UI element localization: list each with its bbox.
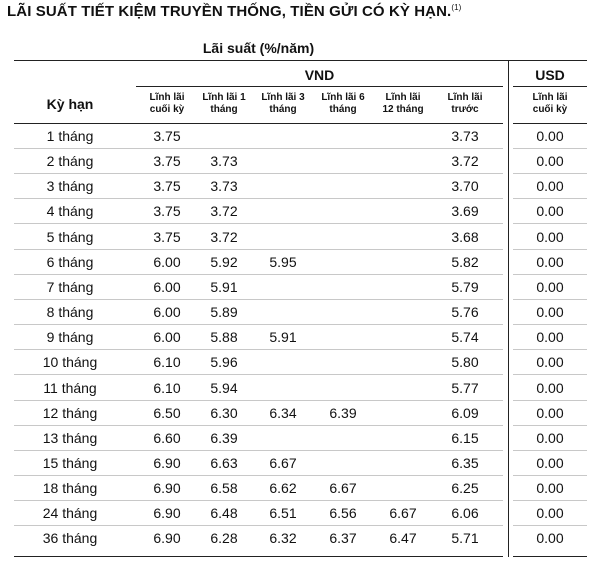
term-cell: 24 tháng (42, 505, 98, 522)
table-row (0, 174, 599, 199)
vnd-header-divider (136, 86, 503, 87)
rate-cell-payout-1m: 3.73 (210, 153, 238, 170)
column-header-payout-prepaid: Lĩnh lãi trước (447, 92, 483, 115)
header-divider-top (14, 60, 587, 61)
table-bottom-border-usd (513, 556, 587, 557)
rate-cell-payout-6m (313, 300, 373, 325)
rate-cell-payout-6m: 6.56 (329, 505, 357, 522)
table-row (0, 376, 599, 401)
rate-cell-payout-3m: 6.67 (269, 454, 297, 471)
table-row (0, 300, 599, 325)
term-cell: 8 tháng (46, 304, 94, 321)
term-cell: 3 tháng (46, 178, 94, 195)
rate-cell-usd-payout-end: 0.00 (536, 379, 564, 396)
rate-cell-payout-6m (313, 350, 373, 375)
rate-cell-usd-payout-end: 0.00 (536, 480, 564, 497)
rate-cell-payout-end: 6.90 (153, 454, 181, 471)
rate-cell-payout-prepaid: 5.80 (451, 354, 479, 371)
rate-cell-payout-end: 6.00 (153, 253, 181, 270)
rate-cell-payout-12m (373, 376, 433, 401)
rate-cell-payout-6m (313, 325, 373, 350)
rate-cell-payout-prepaid: 5.77 (451, 379, 479, 396)
rate-cell-payout-6m (313, 376, 373, 401)
rate-cell-payout-6m (313, 451, 373, 476)
rate-cell-payout-prepaid: 5.71 (451, 530, 479, 547)
rate-cell-payout-12m (373, 325, 433, 350)
usd-header-divider (513, 86, 587, 87)
rate-cell-payout-1m: 5.96 (210, 354, 238, 371)
rate-cell-payout-3m: 5.91 (269, 329, 297, 346)
column-header-payout-6m: Lĩnh lãi 6 tháng (321, 92, 365, 115)
table-row (0, 526, 599, 551)
term-cell: 9 tháng (46, 329, 94, 346)
rate-cell-payout-12m (373, 124, 433, 149)
rate-cell-payout-12m: 6.47 (389, 530, 417, 547)
rate-cell-payout-6m (313, 426, 373, 451)
column-header-payout-end: Lĩnh lãi cuối kỳ (149, 92, 185, 115)
page-title (7, 3, 461, 20)
rate-cell-payout-1m: 6.58 (210, 480, 238, 497)
rate-cell-payout-1m: 3.73 (210, 178, 238, 195)
rate-cell-payout-end: 6.00 (153, 278, 181, 295)
rate-cell-payout-3m: 6.51 (269, 505, 297, 522)
rate-cell-payout-prepaid: 6.25 (451, 480, 479, 497)
rate-cell-payout-3m (253, 149, 313, 174)
rate-cell-payout-12m (373, 451, 433, 476)
term-cell: 5 tháng (46, 228, 94, 245)
rate-cell-payout-1m: 5.92 (210, 253, 238, 270)
rate-cell-usd-payout-end: 0.00 (536, 429, 564, 446)
table-row (0, 225, 599, 250)
table-row (0, 451, 599, 476)
rate-cell-payout-12m (373, 275, 433, 300)
rate-cell-payout-1m: 5.89 (210, 304, 238, 321)
rate-cell-payout-6m (313, 149, 373, 174)
rate-cell-payout-end: 3.75 (153, 153, 181, 170)
rate-cell-payout-12m (373, 199, 433, 224)
table-row (0, 325, 599, 350)
rate-cell-payout-end: 3.75 (153, 178, 181, 195)
table-bottom-border-vnd (14, 556, 503, 557)
rate-cell-payout-prepaid: 5.79 (451, 278, 479, 295)
vnd-header: VND (304, 67, 335, 83)
rate-cell-payout-1m: 6.28 (210, 530, 238, 547)
rate-cell-usd-payout-end: 0.00 (536, 304, 564, 321)
title-footnote-mark: (1) (451, 3, 462, 12)
rate-cell-payout-12m: 6.67 (389, 505, 417, 522)
term-cell: 12 tháng (42, 404, 98, 421)
rate-cell-usd-payout-end: 0.00 (536, 505, 564, 522)
rate-cell-payout-6m (313, 199, 373, 224)
rate-cell-payout-3m (253, 350, 313, 375)
term-cell: 6 tháng (46, 253, 94, 270)
rate-cell-payout-prepaid: 6.35 (451, 454, 479, 471)
rate-cell-payout-12m (373, 401, 433, 426)
rate-cell-payout-3m (253, 376, 313, 401)
rate-cell-payout-3m (253, 300, 313, 325)
rate-cell-payout-prepaid: 3.72 (451, 153, 479, 170)
rate-cell-payout-end: 3.75 (153, 128, 181, 144)
rate-cell-payout-3m: 6.32 (269, 530, 297, 547)
rate-cell-payout-1m: 3.72 (210, 203, 238, 220)
rate-cell-payout-6m: 6.37 (329, 530, 357, 547)
rate-cell-usd-payout-end: 0.00 (536, 329, 564, 346)
rate-cell-payout-prepaid: 3.70 (451, 178, 479, 195)
rate-cell-payout-6m (313, 124, 373, 149)
rate-cell-payout-prepaid: 3.68 (451, 228, 479, 245)
rate-cell-payout-1m: 5.88 (210, 329, 238, 346)
rate-cell-payout-6m (313, 225, 373, 250)
rate-cell-payout-1m: 5.94 (210, 379, 238, 396)
rate-cell-payout-1m: 6.48 (210, 505, 238, 522)
term-cell: 13 tháng (42, 429, 98, 446)
table-row (0, 401, 599, 426)
title-text: LÃI SUẤT TIẾT KIỆM TRUYỀN THỐNG, TIỀN GỬI CÓ KỲ HẠN. (7, 3, 452, 20)
term-cell: 7 tháng (46, 278, 94, 295)
rate-cell-usd-payout-end: 0.00 (536, 178, 564, 195)
rate-cell-payout-12m (373, 149, 433, 174)
rate-cell-payout-prepaid: 3.73 (451, 128, 479, 144)
rate-cell-payout-prepaid: 5.82 (451, 253, 479, 270)
rate-cell-payout-3m (253, 174, 313, 199)
column-header-payout-3m: Lĩnh lãi 3 tháng (261, 92, 305, 115)
rate-cell-payout-end: 3.75 (153, 228, 181, 245)
rate-cell-payout-3m (253, 199, 313, 224)
term-cell: 2 tháng (46, 153, 94, 170)
table-row (0, 275, 599, 300)
table-row (0, 426, 599, 451)
rate-cell-payout-3m (253, 225, 313, 250)
rate-cell-usd-payout-end: 0.00 (536, 354, 564, 371)
rate-cell-payout-1m: 6.63 (210, 454, 238, 471)
rate-cell-payout-end: 3.75 (153, 203, 181, 220)
rate-cell-payout-end: 6.90 (153, 530, 181, 547)
rate-cell-payout-1m: 3.72 (210, 228, 238, 245)
rate-cell-payout-12m (373, 476, 433, 501)
rate-cell-payout-prepaid: 5.74 (451, 329, 479, 346)
table-row (0, 501, 599, 526)
rate-cell-payout-3m: 5.95 (269, 253, 297, 270)
rate-cell-payout-6m: 6.67 (329, 480, 357, 497)
rate-header: Lãi suất (%/năm) (202, 40, 315, 56)
table-row (0, 250, 599, 275)
rate-cell-payout-1m: 5.91 (210, 278, 238, 295)
rate-cell-payout-end: 6.50 (153, 404, 181, 421)
column-header-payout-1m: Lĩnh lãi 1 tháng (202, 92, 246, 115)
rate-cell-payout-3m (253, 124, 313, 149)
rate-cell-payout-6m: 6.39 (329, 404, 357, 421)
rate-cell-payout-prepaid: 3.69 (451, 203, 479, 220)
rate-cell-payout-end: 6.10 (153, 379, 181, 396)
rate-cell-payout-prepaid: 6.15 (451, 429, 479, 446)
rate-cell-payout-6m (313, 174, 373, 199)
term-cell: 4 tháng (46, 203, 94, 220)
table-row (0, 476, 599, 501)
rate-cell-payout-12m (373, 174, 433, 199)
table-row (0, 149, 599, 174)
term-cell: 18 tháng (42, 480, 98, 497)
rate-cell-payout-3m: 6.34 (269, 404, 297, 421)
rate-cell-payout-end: 6.00 (153, 329, 181, 346)
rate-cell-payout-3m (253, 275, 313, 300)
rate-cell-payout-6m (313, 275, 373, 300)
rate-cell-usd-payout-end: 0.00 (536, 253, 564, 270)
rate-cell-payout-3m: 6.62 (269, 480, 297, 497)
column-header-usd-payout-end: Lĩnh lãi cuối kỳ (532, 92, 568, 115)
rate-cell-payout-end: 6.10 (153, 354, 181, 371)
rate-cell-payout-prepaid: 6.09 (451, 404, 479, 421)
rate-cell-usd-payout-end: 0.00 (536, 530, 564, 547)
term-cell: 11 tháng (43, 379, 97, 396)
rate-cell-payout-12m (373, 350, 433, 375)
rate-cell-usd-payout-end: 0.00 (536, 128, 564, 144)
rate-cell-usd-payout-end: 0.00 (536, 454, 564, 471)
rate-cell-payout-1m (194, 124, 254, 149)
table-row (0, 124, 599, 149)
column-header-payout-12m: Lĩnh lãi 12 tháng (382, 92, 424, 115)
rate-cell-payout-3m (253, 426, 313, 451)
rate-cell-payout-end: 6.90 (153, 480, 181, 497)
rate-cell-payout-end: 6.90 (153, 505, 181, 522)
rate-cell-usd-payout-end: 0.00 (536, 278, 564, 295)
rate-cell-payout-end: 6.00 (153, 304, 181, 321)
rate-cell-usd-payout-end: 0.00 (536, 203, 564, 220)
rate-cell-payout-1m: 6.30 (210, 404, 238, 421)
rate-cell-payout-prepaid: 5.76 (451, 304, 479, 321)
rate-cell-payout-12m (373, 250, 433, 275)
rate-cell-usd-payout-end: 0.00 (536, 404, 564, 421)
rate-cell-payout-6m (313, 250, 373, 275)
term-cell: 1 tháng (46, 128, 94, 144)
term-column-header: Kỳ hạn (46, 96, 94, 112)
rate-cell-usd-payout-end: 0.00 (536, 228, 564, 245)
table-row (0, 199, 599, 224)
usd-header: USD (535, 67, 565, 83)
rate-cell-usd-payout-end: 0.00 (536, 153, 564, 170)
term-cell: 10 tháng (42, 354, 98, 371)
rate-cell-payout-12m (373, 426, 433, 451)
rate-cell-payout-prepaid: 6.06 (451, 505, 479, 522)
rate-cell-payout-1m: 6.39 (210, 429, 238, 446)
rate-cell-payout-12m (373, 225, 433, 250)
table-row (0, 350, 599, 375)
term-cell: 36 tháng (42, 530, 98, 547)
rate-cell-payout-12m (373, 300, 433, 325)
rate-cell-payout-end: 6.60 (153, 429, 181, 446)
term-cell: 15 tháng (42, 454, 98, 471)
